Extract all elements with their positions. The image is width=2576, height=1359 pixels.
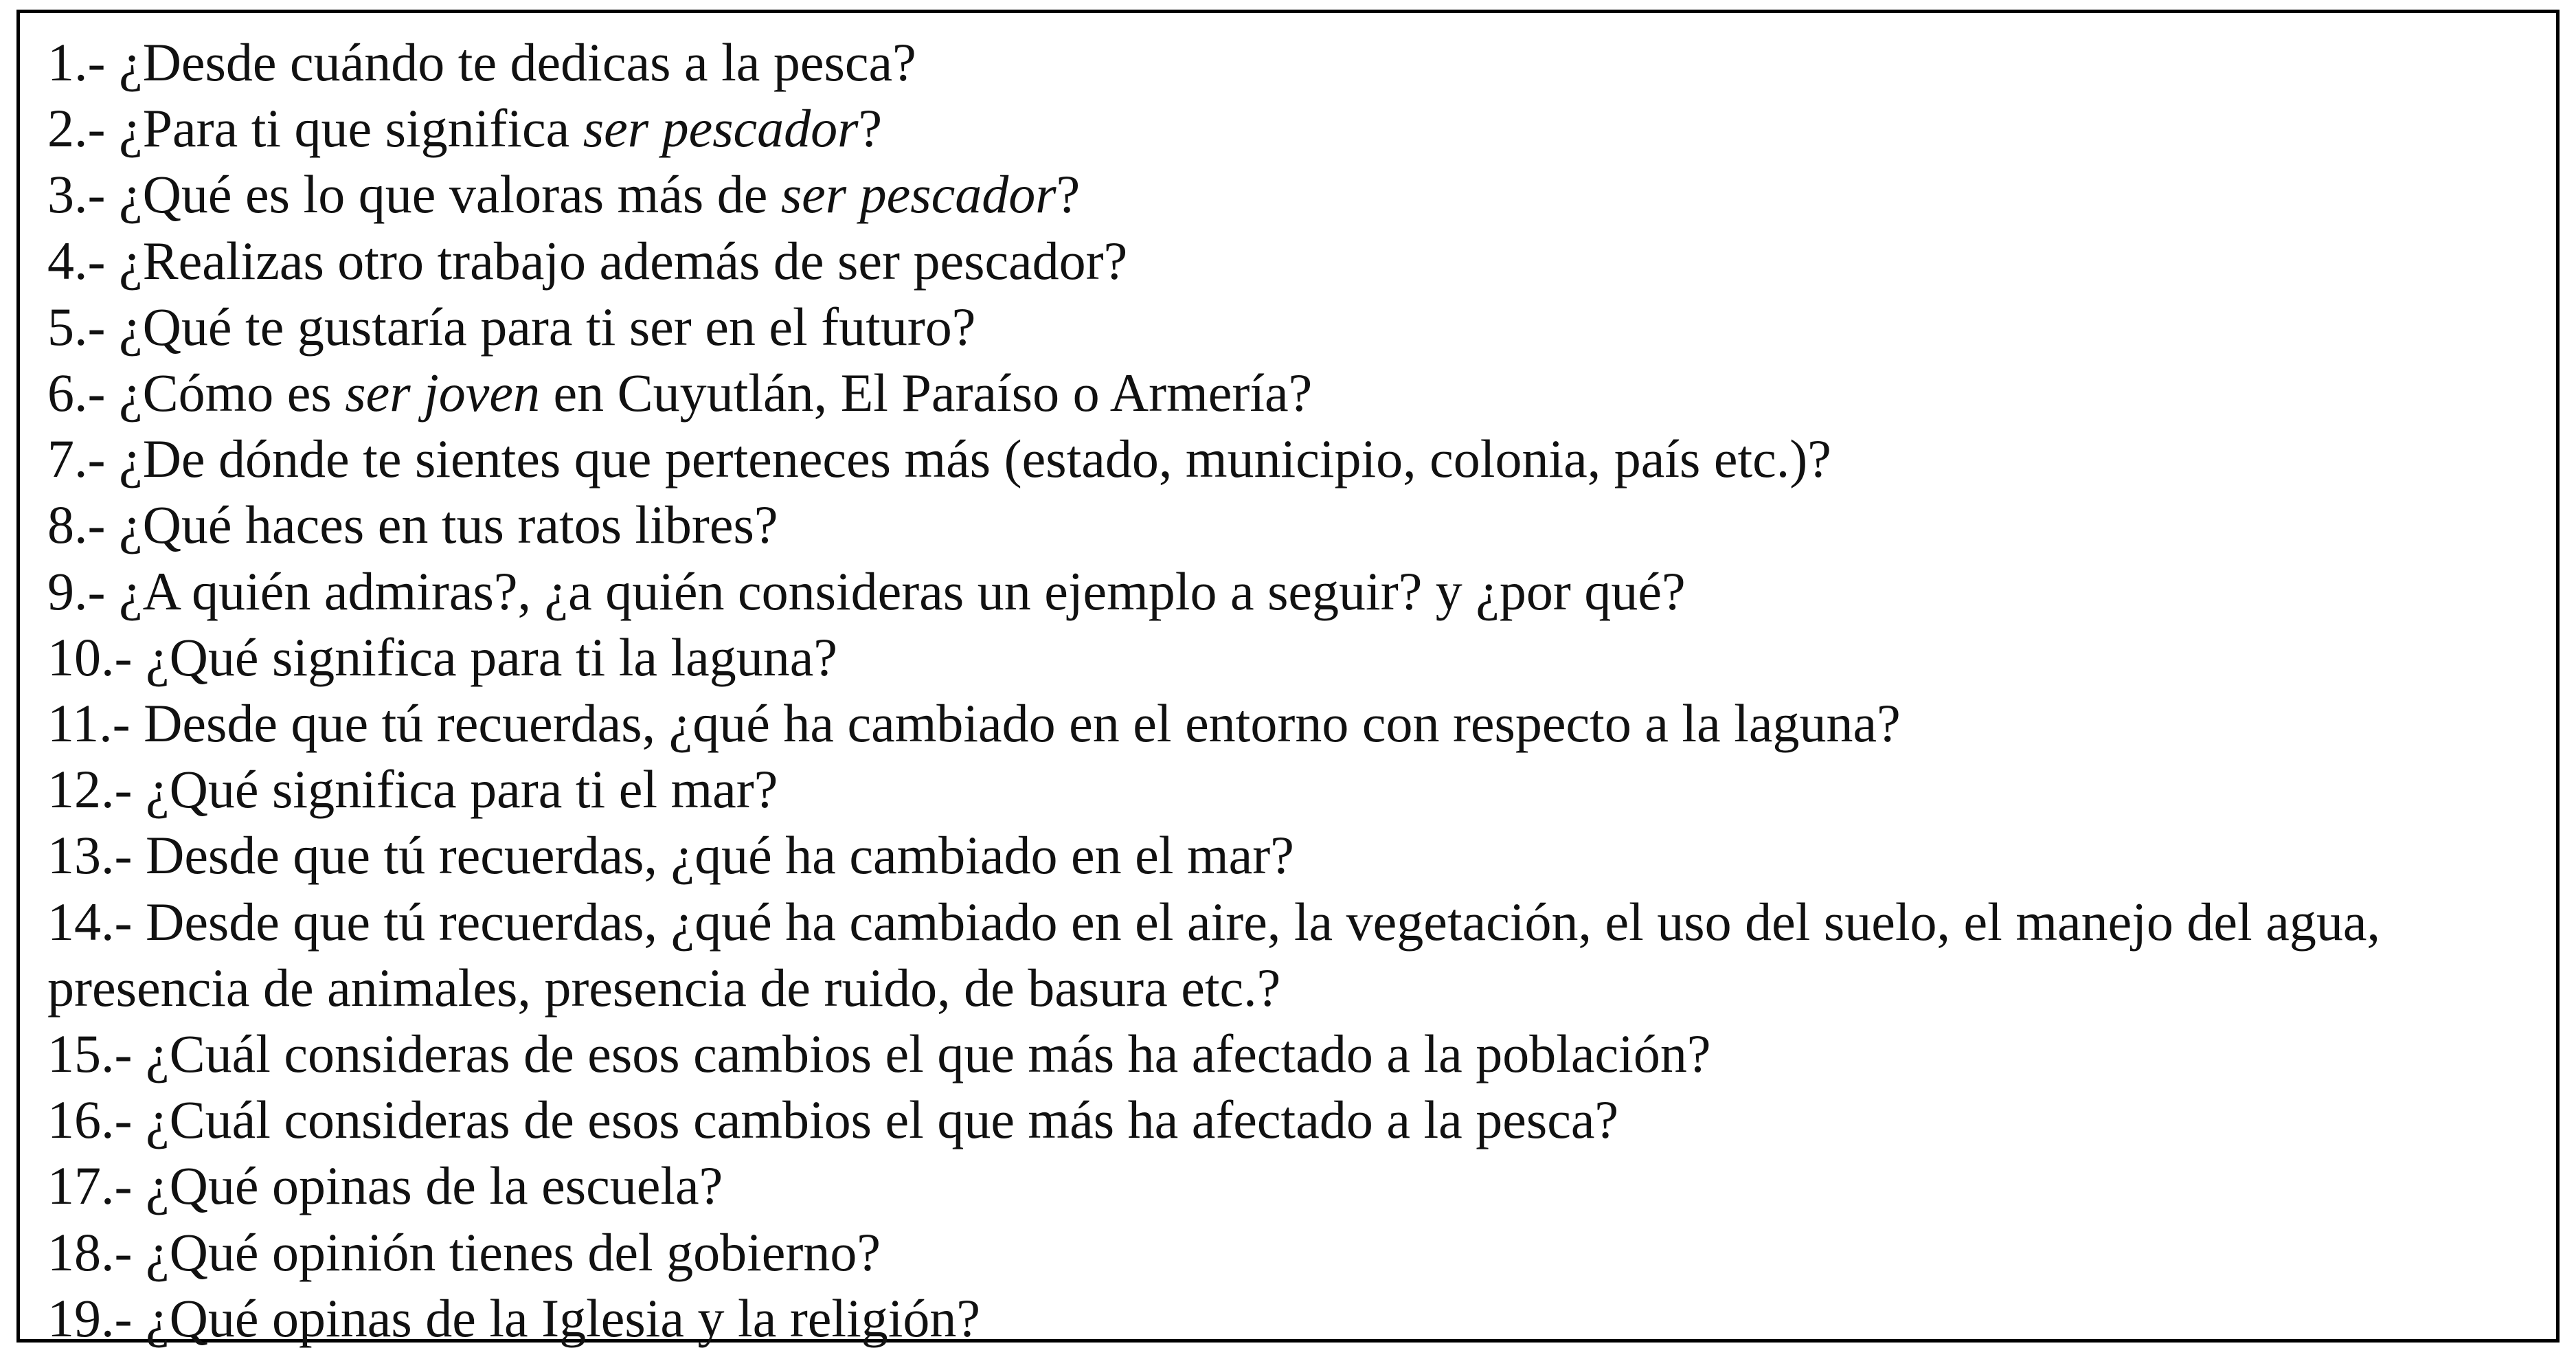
question-text: ¿Desde cuándo te dedicas a la pesca? [118,32,916,92]
question-number: 19.- [47,1288,133,1348]
question-number: 15.- [47,1024,133,1084]
question-4 [47,228,2527,294]
question-14 [47,889,2527,1021]
question-text: ¿Qué haces en tus ratos libres? [118,495,778,555]
question-3 [47,161,2527,227]
question-18 [47,1220,2527,1285]
question-text: ¿Qué opinas de la Iglesia y la religión? [145,1288,981,1348]
question-number: 8.- [47,495,106,555]
question-15 [47,1021,2527,1087]
question-italic-term: ser pescador [780,164,1057,225]
question-1 [47,30,2527,96]
question-number: 10.- [47,627,133,687]
question-text: Desde que tú recuerdas, ¿qué ha cambiado en el aire, la vegetación, el uso del suelo, el manejo del agua, presencia de animales, presencia de ruido, de basura etc.? [47,891,2380,1018]
questionnaire-box [16,10,2560,1348]
question-text: ¿Cuál consideras de esos cambios el que más ha afectado a la población? [145,1024,1711,1084]
question-text: ¿Cómo es [118,363,346,423]
question-number: 12.- [47,759,133,820]
question-16 [47,1087,2527,1153]
question-number: 3.- [47,164,106,225]
question-text-end: ? [858,98,883,159]
question-number: 5.- [47,296,106,357]
question-2 [47,96,2527,161]
question-text: ¿Cuál consideras de esos cambios el que más ha afectado a la pesca? [145,1090,1619,1150]
question-italic-term: ser pescador [583,98,859,159]
question-text-end: ? [1056,164,1081,225]
question-number: 2.- [47,98,106,159]
question-number: 1.- [47,32,106,92]
question-19 [47,1285,2527,1351]
question-text: Desde que tú recuerdas, ¿qué ha cambiado en el entorno con respecto a la laguna? [144,693,1901,754]
question-number: 17.- [47,1156,133,1216]
question-number: 14.- [47,891,133,952]
question-text: ¿Qué es lo que valoras más de [118,164,781,225]
question-text: ¿Qué te gustaría para ti ser en el futuro? [118,296,976,357]
question-12 [47,756,2527,822]
question-number: 7.- [47,429,106,489]
question-text: ¿Realizas otro trabajo además de ser pescador? [118,230,1128,291]
question-list [47,30,2527,1351]
question-number: 16.- [47,1090,133,1150]
question-9 [47,559,2527,625]
question-number: 13.- [47,825,133,886]
question-11 [47,690,2527,756]
question-text: ¿A quién admiras?, ¿a quién consideras un ejemplo a seguir? y ¿por qué? [118,561,1686,621]
question-17 [47,1153,2527,1219]
question-text: ¿Qué opinas de la escuela? [145,1156,723,1216]
question-8 [47,492,2527,558]
question-text: ¿Para ti que significa [118,98,583,159]
question-italic-term: ser joven [345,363,541,423]
question-text: ¿Qué significa para ti la laguna? [145,627,838,687]
question-13 [47,822,2527,888]
question-10 [47,625,2527,690]
question-number: 4.- [47,230,106,291]
question-number: 18.- [47,1222,133,1282]
question-6 [47,360,2527,426]
question-7 [47,426,2527,492]
question-5 [47,294,2527,360]
question-text: ¿Qué opinión tienes del gobierno? [145,1222,881,1282]
question-number: 11.- [47,693,131,754]
question-text: ¿Qué significa para ti el mar? [145,759,778,820]
question-text: Desde que tú recuerdas, ¿qué ha cambiado en el mar? [145,825,1294,886]
question-number: 9.- [47,561,106,621]
question-number: 6.- [47,363,106,423]
question-text: ¿De dónde te sientes que perteneces más (estado, municipio, colonia, país etc.)? [118,429,1831,489]
question-text-end: en Cuyutlán, El Paraíso o Armería? [540,363,1313,423]
